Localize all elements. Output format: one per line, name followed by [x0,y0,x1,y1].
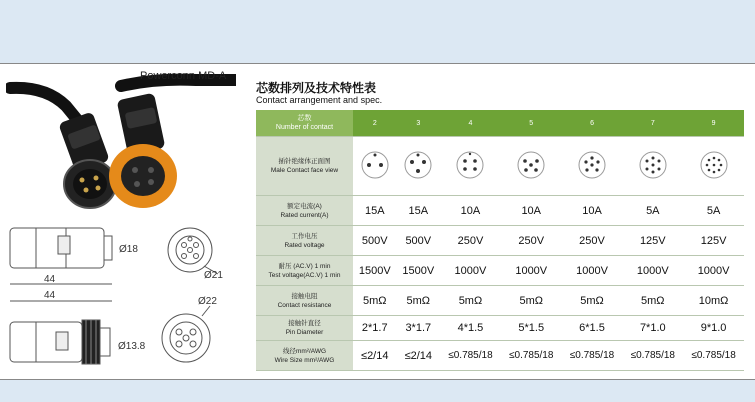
table-cell: 15A [353,196,397,226]
face-view-6-pin [562,137,623,196]
table-row-wire-size [256,341,744,371]
table-row-rated-voltage [256,226,744,256]
table-cell: 5*1.5 [501,316,562,341]
dim-dia-22: Ø22 [198,296,217,307]
table-row-face-view [256,137,744,196]
dim-dia-21: Ø21 [204,270,223,281]
table-cell: ≤2/14 [397,341,441,371]
label-en: Contact resistance [277,301,332,309]
table-cell: 1000V [562,256,623,286]
label-cn: 插针绝缘体正面图 [278,158,331,165]
table-cell: 6*1.5 [562,316,623,341]
table-cell: 2*1.7 [353,316,397,341]
table-cell: 9*1.0 [683,316,744,341]
label-cn: 耐压 (AC.V) 1 min [278,262,331,270]
row-label [256,226,353,256]
table-cell: 125V [683,226,744,256]
table-cell: 10A [501,196,562,226]
label-en: Test voltage(AC.V) 1 min [268,271,341,279]
table-cell: 5mΩ [353,286,397,316]
table-cell: 6 [562,110,623,137]
spec-title-en: Contact arrangement and spec. [256,95,383,105]
table-cell: 2 [353,110,397,137]
table-cell: 5mΩ [440,286,501,316]
row-label [256,341,353,371]
technical-drawing [6,212,246,378]
table-cell: 5mΩ [622,286,683,316]
table-cell: 1500V [353,256,397,286]
table-cell: 1000V [622,256,683,286]
face-view-3-pin [397,137,441,196]
table-cell: 10A [440,196,501,226]
table-cell: 500V [397,226,441,256]
row-label [256,196,353,226]
table-cell: 9 [683,110,744,137]
table-cell: 7 [622,110,683,137]
table-cell: ≤2/14 [353,341,397,371]
table-cell: 3*1.7 [397,316,441,341]
table-cell: ≤0.785/18 [440,341,501,371]
face-view-9-pin [683,137,744,196]
label-cn: 额定电流(A) [287,202,322,210]
row-label [256,110,353,137]
table-cell: 10mΩ [683,286,744,316]
table-cell: 5mΩ [562,286,623,316]
table-cell: 5A [683,196,744,226]
table-cell: ≤0.785/18 [562,341,623,371]
row-label [256,316,353,341]
table-cell: 5 [501,110,562,137]
label-cn: 接触电阻 [291,292,318,300]
table-cell: ≤0.785/18 [683,341,744,371]
bottom-divider [0,379,755,380]
label-cn: 工作电压 [291,232,318,240]
table-cell: 250V [501,226,562,256]
table-cell: 1000V [683,256,744,286]
connector-photo [6,66,236,216]
table-row-pin-diameter [256,316,744,341]
table-cell: 4*1.5 [440,316,501,341]
table-cell: 1500V [397,256,441,286]
dim-length-bottom: 44 [44,290,56,301]
row-label [256,286,353,316]
table-cell: 4 [440,110,501,137]
male-connector [58,111,116,208]
label-en: Rated voltage [284,241,325,249]
label-en: Pin Diameter [285,329,324,336]
table-cell: 5mΩ [397,286,441,316]
table-cell: 3 [397,110,441,137]
table-cell: 125V [622,226,683,256]
table-cell: 1000V [501,256,562,286]
table-row-test-voltage [256,256,744,286]
row-label [256,137,353,196]
side-view-bottom [10,301,112,364]
face-view-2-pin [353,137,397,196]
product-name: Powerconn MD-A [140,70,227,82]
face-view-7-pin [622,137,683,196]
table-cell: ≤0.785/18 [501,341,562,371]
table-row-rated-current [256,196,744,226]
table-cell: 5mΩ [501,286,562,316]
face-view-4-pin [440,137,501,196]
dim-dia-18: Ø18 [119,244,138,255]
table-cell: 15A [397,196,441,226]
table-cell: 250V [440,226,501,256]
label-cn: 接触针直径 [288,320,321,327]
label-en: Male Contact face view [270,167,339,174]
table-cell: 1000V [440,256,501,286]
table-row-contacts [256,110,744,137]
label-cn: 线径mm²/AWG [282,347,327,355]
table-cell: ≤0.785/18 [622,341,683,371]
table-row-contact-resistance [256,286,744,316]
label-en: Wire Size mm²/AWG [274,356,335,364]
dim-length-top: 44 [44,274,56,285]
top-divider [0,63,755,64]
label-en: Rated current(A) [280,211,329,219]
row-label [256,256,353,286]
front-view-bottom [162,306,210,362]
table-cell: 250V [562,226,623,256]
label-cn: 芯数 [297,115,312,122]
front-view-top [168,228,218,274]
spec-title-cn: 芯数排列及技术特性表 [256,81,377,95]
table-cell: 7*1.0 [622,316,683,341]
table-cell: 5A [622,196,683,226]
table-cell: 10A [562,196,623,226]
table-cell: 500V [353,226,397,256]
label-en: Number of contact [275,124,334,131]
side-view-top [10,228,112,284]
spec-table [256,110,744,371]
female-connector [109,93,177,208]
dim-dia-13-8: Ø13.8 [118,341,146,352]
face-view-5-pin [501,137,562,196]
